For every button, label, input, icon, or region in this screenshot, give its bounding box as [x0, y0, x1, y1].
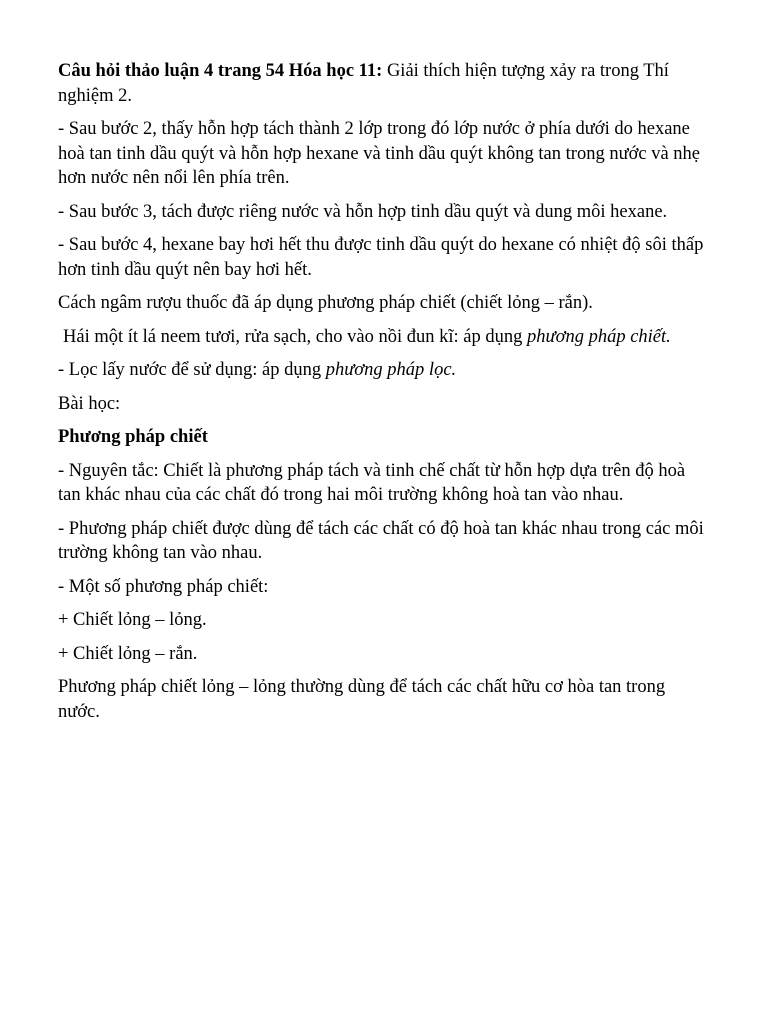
- lesson-label: Bài học:: [58, 393, 121, 414]
- filter-paragraph: [58, 358, 708, 383]
- lesson-method-liquid-solid: + Chiết lỏng – rắn.: [58, 643, 198, 664]
- conclusion-paragraph: Phương pháp chiết lỏng – lỏng thường dùng để tách các chất hữu cơ hòa tan trong nước.: [58, 677, 666, 722]
- lesson-usage: - Phương pháp chiết được dùng để tách các chất có độ hoà tan khác nhau trong các môi trường không tan vào nhau.: [58, 518, 704, 563]
- lesson-method-liquid-liquid: + Chiết lỏng – lỏng.: [58, 610, 207, 630]
- answer-step-2: - Sau bước 2, thấy hỗn hợp tách thành 2 lớp trong đó lớp nước ở phía dưới do hexane hoà tan tinh dầu quýt và hỗn hợp hexane và tinh dầu quýt không tan trong nước và nhẹ hơn nước nên nổi lên phía trên.: [58, 119, 701, 188]
- answer-step-3: - Sau bước 3, tách được riêng nước và hỗn hợp tinh dầu quýt và dung môi hexane.: [58, 201, 668, 222]
- lesson-principle: - Nguyên tắc: Chiết là phương pháp tách và tinh chế chất từ hỗn hợp dựa trên độ hoà tan khác nhau của các chất đó trong hai môi trường không hoà tan vào nhau.: [58, 460, 686, 505]
- question-paragraph: [58, 59, 708, 108]
- filter-emphasis: phương pháp lọc.: [325, 360, 457, 380]
- soak-method-paragraph: Cách ngâm rượu thuốc đã áp dụng phương pháp chiết (chiết lỏng – rắn).: [58, 293, 593, 313]
- neem-emphasis: phương pháp chiết.: [526, 326, 671, 347]
- lesson-heading-text: Phương pháp chiết: [58, 427, 208, 447]
- filter-text: - Lọc lấy nước để sử dụng: áp dụng: [58, 360, 326, 380]
- lesson-heading: [58, 425, 708, 450]
- question-text: Giải thích hiện tượng xảy ra trong Thí nghiệm 2.: [58, 61, 669, 106]
- document-page: [58, 59, 708, 733]
- neem-text: Hái một ít lá neem tươi, rửa sạch, cho vào nồi đun kĩ: áp dụng: [63, 326, 527, 347]
- lesson-methods-intro: - Một số phương pháp chiết:: [58, 576, 269, 597]
- neem-paragraph: [58, 325, 708, 350]
- answer-step-4: - Sau bước 4, hexane bay hơi hết thu được tinh dầu quýt do hexane có nhiệt độ sôi thấp hơn tinh dầu quýt nên bay hơi hết.: [58, 235, 704, 280]
- question-title: Câu hỏi thảo luận 4 trang 54 Hóa học 11:: [58, 61, 383, 81]
